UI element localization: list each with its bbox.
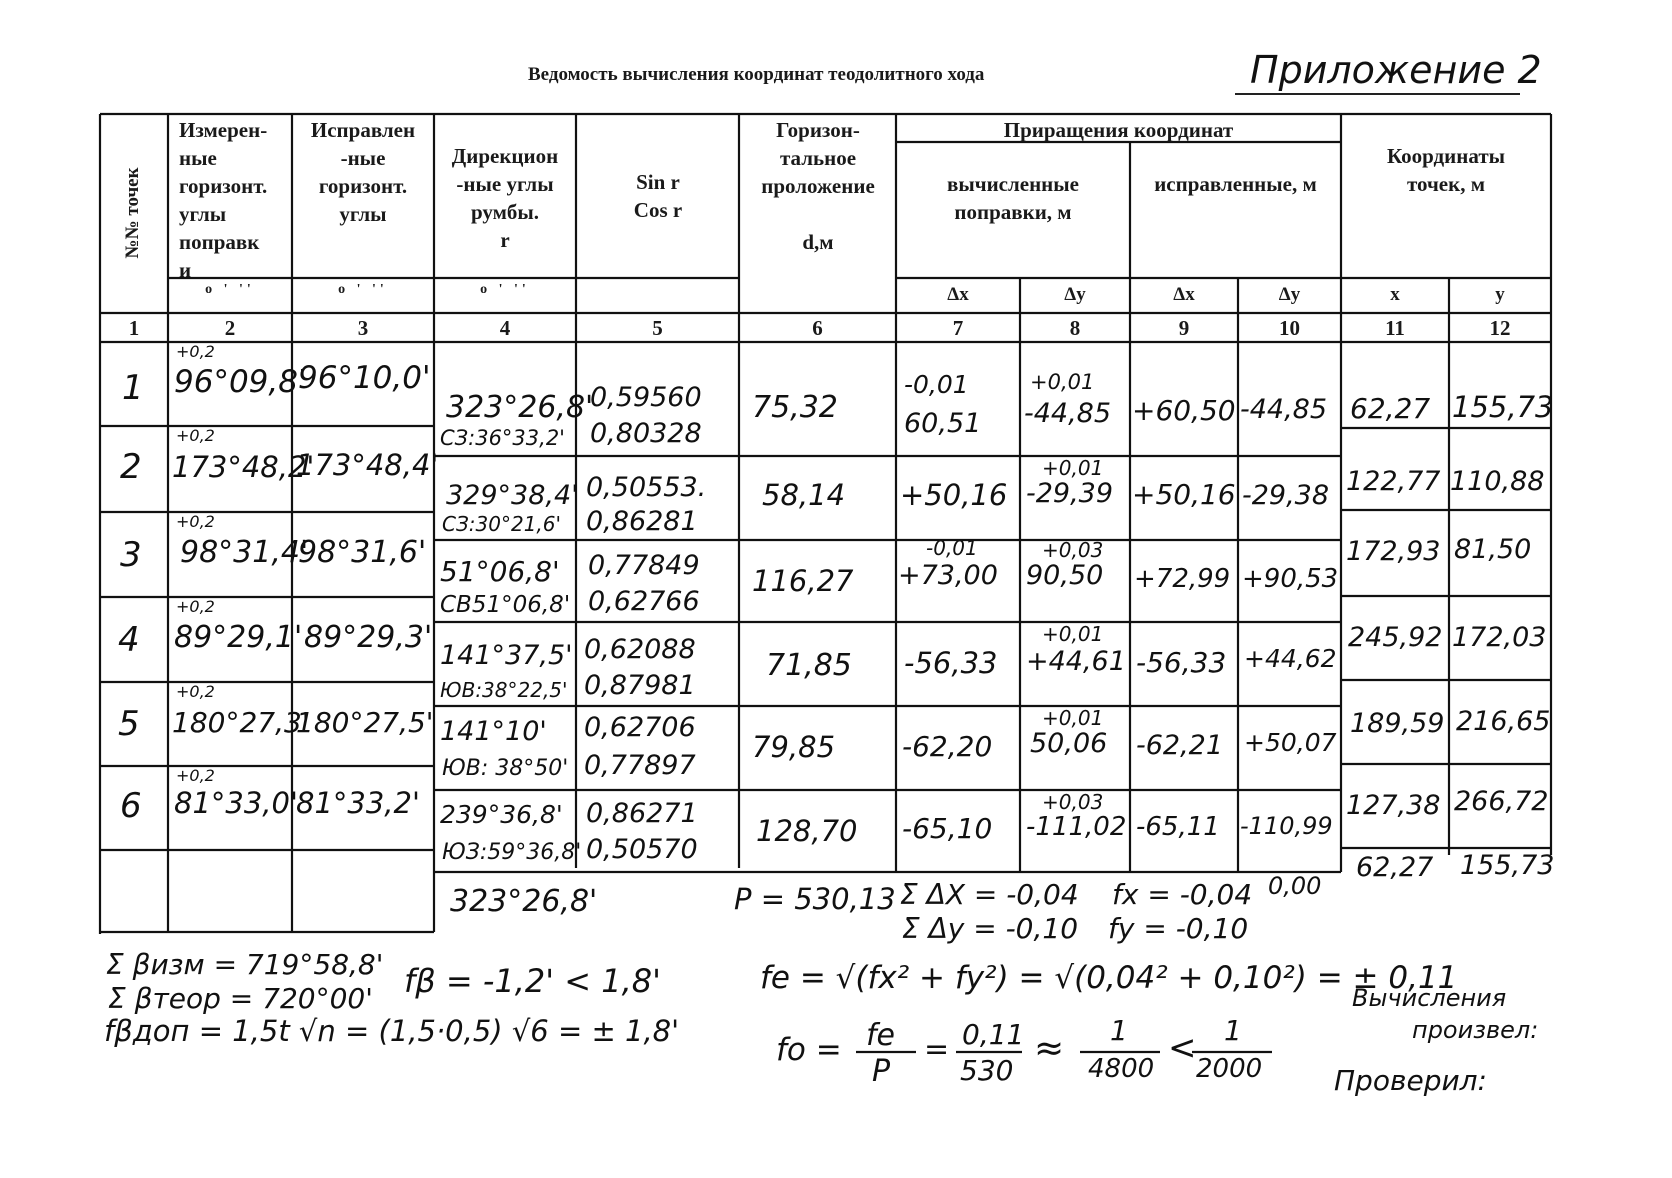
fraction-denominator: 2000 <box>1196 1054 1263 1084</box>
coord-x: 127,38 <box>1346 790 1441 821</box>
rumb: СЗ:36°33,2' <box>440 426 565 450</box>
coord-y: 155,73 <box>1452 390 1554 424</box>
dy-computed: 50,06 <box>1030 728 1108 759</box>
dy-corrected: +90,53 <box>1242 564 1339 594</box>
point-number: 4 <box>118 620 140 660</box>
horizontal-distance: 71,85 <box>766 648 852 683</box>
cos-value: 0,50570 <box>586 834 698 865</box>
header-direction-angles <box>436 142 574 254</box>
dy-corrected: -44,85 <box>1240 394 1328 425</box>
header-line: Горизон- <box>776 118 860 142</box>
dy-correction: +0,01 <box>1042 456 1104 480</box>
header-dy: Δy <box>1278 284 1301 305</box>
header-line: точек, м <box>1406 172 1486 196</box>
horizontal-distance: 128,70 <box>756 814 858 848</box>
equals-sign: = <box>924 1032 950 1067</box>
coord-x-end: 62,27 <box>1356 852 1434 883</box>
unit-deg-min-sec: o ' '' <box>205 282 255 297</box>
corrected-angle: 96°10,0' <box>298 360 431 396</box>
cos-value: 0,80328 <box>590 418 702 449</box>
sum-dx: Σ ΔX = -0,04 <box>900 878 1079 911</box>
zero-check: 0,00 <box>1268 872 1322 900</box>
column-number: 10 <box>1279 316 1300 340</box>
rumb: СВ51°06,8' <box>440 592 571 618</box>
linear-misclosure: fe = √(fx² + fy²) = √(0,04² + 0,10²) = ± 0,11 <box>760 960 1458 996</box>
horizontal-distance: 58,14 <box>762 478 846 512</box>
coord-y: 81,50 <box>1454 534 1532 565</box>
header-horizontal-distance <box>741 116 895 256</box>
column-number: 2 <box>224 316 236 340</box>
column-number: 12 <box>1489 316 1511 340</box>
header-line: -ные углы <box>456 172 554 196</box>
sin-value: 0,50553. <box>586 472 707 503</box>
rumb: ЮВ:38°22,5' <box>440 678 568 702</box>
header-dx: Δx <box>947 284 969 305</box>
angle-correction: +0,2 <box>176 512 215 531</box>
fx: fx = -0,04 <box>1112 878 1253 911</box>
coord-y: 266,72 <box>1454 786 1549 817</box>
corrected-angle: 180°27,5' <box>296 706 434 739</box>
page-title: Ведомость вычисления координат теодолитного хода <box>528 64 985 85</box>
measured-angle: 81°33,0' <box>174 786 298 820</box>
sin-value: 0,86271 <box>586 798 698 829</box>
header-points-label: №№ точек <box>122 167 143 259</box>
sum-dy: Σ Δy = -0,10 <box>902 912 1079 945</box>
appendix-label: Приложение 2 <box>1250 48 1542 92</box>
computed-by-label: произвел: <box>1412 1016 1539 1044</box>
fraction-denominator: 530 <box>960 1054 1014 1087</box>
header-coordinate-increments: Приращения координат <box>1003 118 1234 142</box>
dx-corrected: +50,16 <box>1132 478 1236 511</box>
header-line: Исправлен <box>310 118 416 142</box>
perimeter: P = 530,13 <box>734 882 896 916</box>
header-line: поправк <box>179 230 260 254</box>
measured-angle: 89°29,1' <box>174 620 303 655</box>
dy-computed: +44,61 <box>1026 646 1126 677</box>
header-point-coordinates <box>1341 142 1551 198</box>
horizontal-distance: 116,27 <box>752 564 854 598</box>
header-corrected-angles <box>296 116 430 228</box>
column-number: 6 <box>812 316 823 340</box>
dy-corrected: -29,38 <box>1242 480 1330 511</box>
point-number: 6 <box>120 786 142 826</box>
dy-correction: +0,01 <box>1030 370 1095 394</box>
dy-correction: +0,03 <box>1042 790 1104 814</box>
horizontal-distance: 75,32 <box>752 390 838 425</box>
angle-correction: +0,2 <box>176 766 215 785</box>
dy-corrected: -110,99 <box>1240 812 1333 840</box>
coord-x: 172,93 <box>1346 536 1441 567</box>
header-line: r <box>500 228 510 252</box>
angle-correction: +0,2 <box>176 342 215 361</box>
header-line: -ные <box>340 146 386 170</box>
header-line: и <box>179 258 192 282</box>
fraction-numerator: 0,11 <box>962 1018 1025 1051</box>
dx-corrected: +60,50 <box>1132 394 1236 427</box>
dy-computed: -111,02 <box>1026 812 1127 842</box>
header-line: горизонт. <box>318 174 408 198</box>
header-line: горизонт. <box>179 174 268 198</box>
coord-x: 245,92 <box>1348 622 1443 653</box>
point-number: 2 <box>120 447 142 487</box>
fraction-numerator: 1 <box>1224 1014 1242 1047</box>
coord-y: 216,65 <box>1456 706 1551 737</box>
relative-misclosure-label: fo = <box>776 1032 842 1068</box>
corrected-angle: 173°48,4' <box>296 448 439 482</box>
horizontal-distance: 79,85 <box>752 730 836 764</box>
sin-value: 0,59560 <box>590 382 702 413</box>
direction-angle: 323°26,8' <box>446 390 594 425</box>
header-line: Дирекцион <box>451 144 559 168</box>
dx-corrected: -65,11 <box>1136 812 1220 842</box>
sin-value: 0,62088 <box>584 634 696 665</box>
dx-correction: -0,01 <box>926 536 978 560</box>
dx-corrected: -62,21 <box>1136 730 1224 761</box>
header-measured-angles <box>179 116 291 284</box>
dx-computed: -62,20 <box>902 730 993 763</box>
angle-correction: +0,2 <box>176 597 215 616</box>
header-y: y <box>1495 284 1505 305</box>
header-computed-corrections <box>896 170 1130 226</box>
unit-deg-min-sec: o ' '' <box>338 282 388 297</box>
column-number: 7 <box>952 316 964 340</box>
sin-value: 0,62706 <box>584 712 696 743</box>
dx-computed: +50,16 <box>900 478 1008 512</box>
fraction-numerator: fe <box>866 1018 896 1053</box>
rumb: ЮВ: 38°50' <box>442 756 569 781</box>
rumb: СЗ:30°21,6' <box>442 512 562 536</box>
coord-y: 172,03 <box>1452 622 1547 653</box>
sum-beta-measured: Σ βизм = 719°58,8' <box>106 948 384 981</box>
header-line: вычисленные <box>946 172 1080 196</box>
point-number: 1 <box>122 368 144 408</box>
dx-computed: -65,10 <box>902 812 993 845</box>
corrected-angle: 98°31,6' <box>298 535 427 570</box>
header-line: поправки, м <box>954 200 1072 224</box>
direction-check: 323°26,8' <box>450 884 598 919</box>
dx-computed: -56,33 <box>904 646 998 680</box>
computed-by-label: Вычисления <box>1352 984 1507 1012</box>
coord-y-end: 155,73 <box>1460 850 1555 881</box>
measured-angle: 96°09,8' <box>174 364 307 400</box>
header-points <box>100 114 168 313</box>
dy-computed: 90,50 <box>1026 560 1104 591</box>
approx-sign: ≈ <box>1034 1028 1065 1069</box>
fraction-numerator: 1 <box>1110 1014 1128 1047</box>
cos-value: 0,77897 <box>584 750 696 781</box>
header-line: углы <box>339 202 387 226</box>
dy-correction: +0,01 <box>1042 706 1104 730</box>
direction-angle: 329°38,4' <box>446 480 579 511</box>
fraction-denominator: P <box>872 1054 891 1089</box>
header-dy: Δy <box>1064 284 1086 305</box>
dy-computed: -44,85 <box>1024 398 1112 429</box>
header-line: d,м <box>802 230 834 254</box>
sin-value: 0,77849 <box>588 550 700 581</box>
header-line: Координаты <box>1386 144 1506 168</box>
unit-deg-min-sec: o ' '' <box>480 282 530 297</box>
header-line <box>741 200 895 228</box>
measured-angle: 180°27,3' <box>172 706 310 739</box>
rumb: ЮЗ:59°36,8' <box>442 840 582 865</box>
fraction-denominator: 4800 <box>1088 1054 1155 1084</box>
angular-misclosure: fβ = -1,2' < 1,8' <box>404 962 661 1000</box>
dx-computed: +73,00 <box>898 560 998 591</box>
header-line: Sin r <box>636 170 680 194</box>
point-number: 5 <box>118 704 140 744</box>
header-line: проложение <box>761 174 875 198</box>
header-corrected-increments: исправленные, м <box>1154 172 1317 196</box>
header-line: тальное <box>779 146 857 170</box>
cos-value: 0,62766 <box>588 586 700 617</box>
column-number: 4 <box>499 316 511 340</box>
dx-corrected: +72,99 <box>1134 564 1231 594</box>
column-number: 3 <box>357 316 369 340</box>
header-sin-cos <box>578 168 738 224</box>
corrected-angle: 89°29,3' <box>304 620 433 655</box>
sum-beta-theoretical: Σ βтеор = 720°00' <box>108 982 373 1015</box>
checked-by-label: Проверил: <box>1334 1064 1487 1097</box>
header-x: x <box>1390 284 1400 305</box>
angle-correction: +0,2 <box>176 682 215 701</box>
dx-correction: -0,01 <box>904 370 969 399</box>
header-dx: Δx <box>1173 284 1195 305</box>
coord-x: 122,77 <box>1346 466 1441 497</box>
column-number: 11 <box>1385 316 1405 340</box>
dy-correction: +0,03 <box>1042 538 1104 562</box>
header-line: ные <box>179 146 217 170</box>
header-line: углы <box>179 202 227 226</box>
corrected-angle: 81°33,2' <box>296 786 420 820</box>
coord-x: 62,27 <box>1350 392 1431 425</box>
allowed-angular-misclosure: fβдоп = 1,5t √n = (1,5·0,5) √6 = ± 1,8' <box>104 1014 680 1048</box>
measured-angle: 173°48,2' <box>172 450 315 484</box>
angle-correction: +0,2 <box>176 426 215 445</box>
column-number: 5 <box>652 316 663 340</box>
cos-value: 0,87981 <box>584 670 696 701</box>
dy-corrected: +50,07 <box>1244 728 1337 757</box>
dx-computed: 60,51 <box>904 408 982 439</box>
dy-correction: +0,01 <box>1042 622 1104 646</box>
direction-angle: 239°36,8' <box>440 800 563 829</box>
header-line: румбы. <box>470 200 540 224</box>
dy-computed: -29,39 <box>1026 478 1114 509</box>
measured-angle: 98°31,4' <box>180 535 309 570</box>
dx-corrected: -56,33 <box>1136 646 1227 679</box>
direction-angle: 141°37,5' <box>440 640 573 671</box>
cos-value: 0,86281 <box>586 506 698 537</box>
dy-corrected: +44,62 <box>1244 644 1337 673</box>
direction-angle: 51°06,8' <box>440 555 560 588</box>
direction-angle: 141°10' <box>440 716 547 747</box>
header-line: Измерен- <box>179 118 268 142</box>
header-line: Cos r <box>633 198 683 222</box>
column-number: 8 <box>1069 316 1081 340</box>
coord-y: 110,88 <box>1450 466 1545 497</box>
coord-x: 189,59 <box>1350 708 1445 739</box>
point-number: 3 <box>120 535 142 575</box>
column-number: 9 <box>1178 316 1190 340</box>
fy: fy = -0,10 <box>1108 912 1249 945</box>
less-than-sign: < <box>1168 1028 1197 1068</box>
column-number: 1 <box>128 316 140 340</box>
